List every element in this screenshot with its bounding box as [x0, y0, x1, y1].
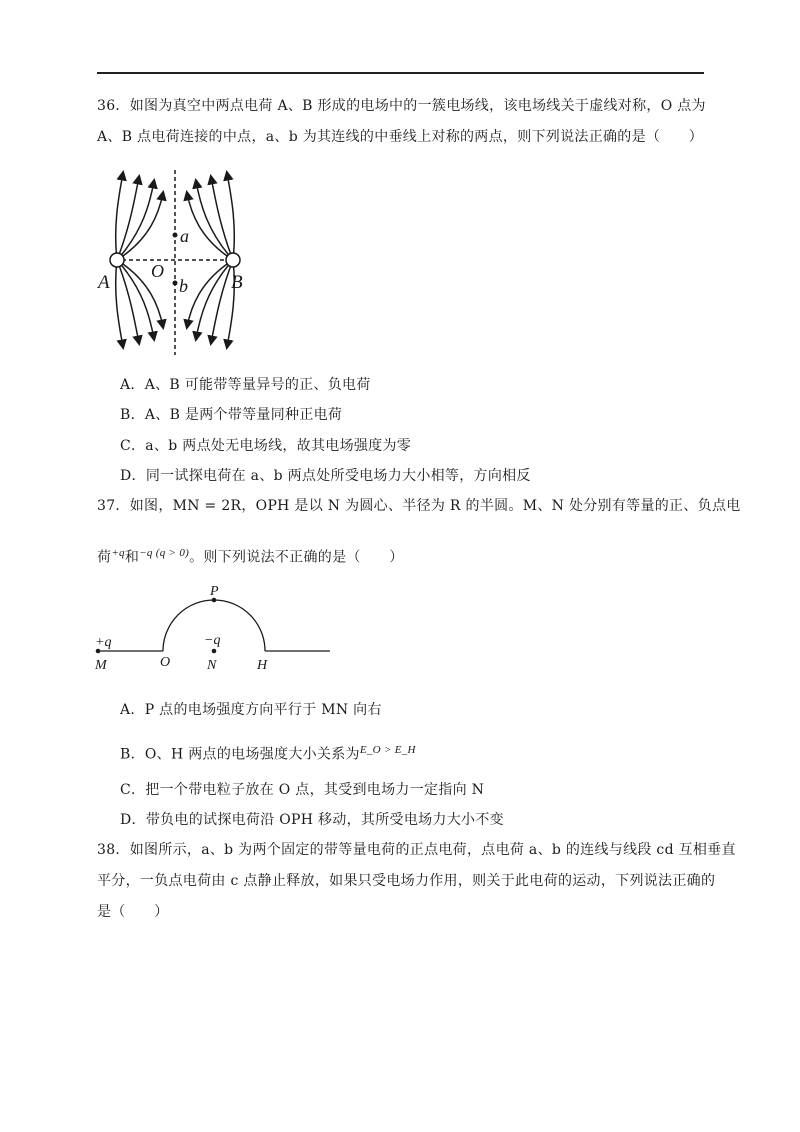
q37-stem-tail: 。则下列说法不正确的是（ ）	[189, 549, 404, 566]
point-n-dot	[212, 649, 217, 654]
label-plus-q: +q	[95, 635, 112, 650]
label-point-o: O	[151, 261, 164, 281]
point-a-dot	[173, 233, 178, 238]
q37-stem-and: 和	[124, 549, 140, 566]
charge-a-circle	[110, 253, 124, 267]
q36-field-line-figure	[95, 165, 255, 365]
q37-option-d: D．带负电的试探电荷沿 OPH 移动，其所受电场力大小不变	[120, 812, 504, 828]
q37-stem-line2	[97, 543, 404, 568]
header-rule	[97, 72, 704, 74]
label-o: O	[160, 655, 171, 670]
q37-stem-he: 荷	[97, 549, 112, 566]
q37-plus-q: +q	[111, 547, 125, 559]
q37-option-b-formula: E_O > E_H	[359, 744, 416, 756]
label-m: M	[95, 658, 107, 673]
label-charge-b: B	[231, 272, 243, 293]
q37-minus-q: −q (q > 0)	[139, 547, 190, 559]
q37-semicircle-figure	[90, 582, 335, 677]
q38-stem-line3: 是（ ）	[97, 904, 169, 920]
q37-stem-line1: 37．如图，MN = 2R，OPH 是以 N 为圆心、半径为 R 的半圆。M、N 处分别有等量的正、负点电	[97, 498, 741, 514]
q36-stem-line1: 36．如图为真空中两点电荷 A、B 形成的电场中的一簇电场线，该电场线关于虚线对称，O 点为	[97, 98, 706, 114]
label-p: P	[210, 584, 219, 599]
q36-option-d: D．同一试探电荷在 a、b 两点处所受电场力大小相等，方向相反	[120, 468, 531, 484]
label-point-b: b	[179, 276, 188, 296]
label-minus-q: −q	[204, 633, 221, 648]
q38-stem-line2: 平分，一负点电荷由 c 点静止释放，如果只受电场力作用，则关于此电荷的运动，下列说法正确的	[97, 873, 716, 889]
label-h: H	[257, 658, 268, 673]
q36-option-a: A．A、B 可能带等量异号的正、负电荷	[120, 377, 371, 393]
label-charge-a: A	[98, 272, 110, 293]
q37-option-c: C．把一个带电粒子放在 O 点，其受到电场力一定指向 N	[120, 782, 485, 798]
q38-stem-line1: 38．如图所示，a、b 为两个固定的带等量电荷的正点电荷，点电荷 a、b 的连线与线段 cd 互相垂直	[97, 842, 736, 858]
q36-stem-line2: A、B 点电荷连接的中点，a、b 为其连线的中垂线上对称的两点，则下列说法正确的是（ ）	[97, 129, 704, 145]
q37-option-a: A．P 点的电场强度方向平行于 MN 向右	[120, 702, 382, 718]
label-point-a: a	[180, 226, 189, 246]
point-b-dot	[173, 281, 178, 286]
q37-option-b-text: B．O、H 两点的电场强度大小关系为	[120, 746, 360, 763]
q37-option-b	[120, 740, 416, 765]
q36-option-c: C．a、b 两点处无电场线，故其电场强度为零	[120, 438, 412, 454]
charge-b-circle	[226, 253, 240, 267]
label-n: N	[207, 658, 217, 673]
q36-option-b: B．A、B 是两个带等量同种正电荷	[120, 407, 343, 423]
